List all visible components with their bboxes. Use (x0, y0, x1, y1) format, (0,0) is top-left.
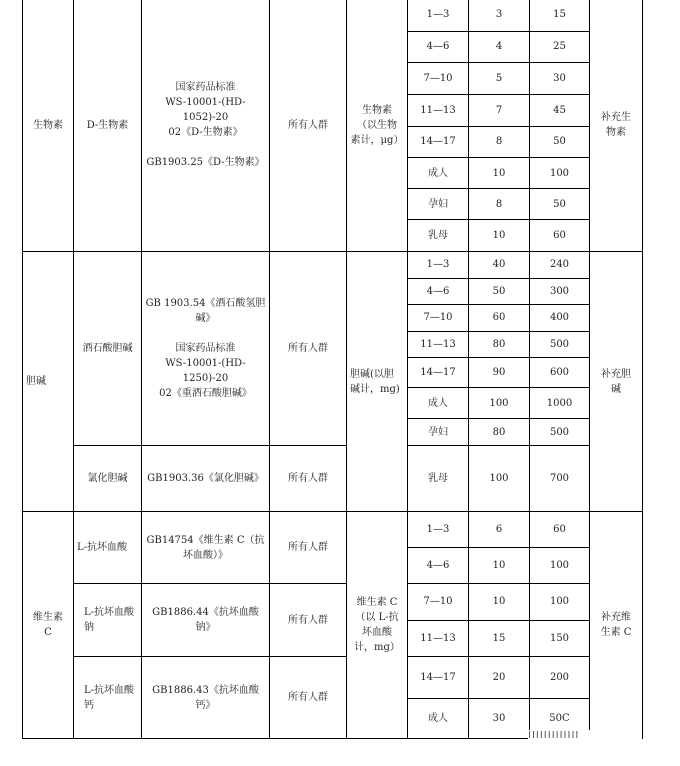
max-cell: 400 (530, 305, 590, 332)
age-cell: 4—6 (408, 278, 469, 305)
nutrient-name-cell: 维生素 C (23, 512, 74, 739)
unit-cell: 维生素 C （以 L-抗 坏血酸 计，mg） (347, 512, 408, 739)
min-cell: 50 (469, 278, 530, 305)
age-cell: 乳母 (408, 446, 469, 512)
watermark-overlay: IIIIIIIIIIIII (528, 730, 642, 746)
standard-cell: GB1903.36《氯化胆碱》 (142, 446, 270, 512)
min-cell: 8 (469, 188, 530, 220)
nutrient-name-cell: 生物素 (23, 0, 74, 252)
min-cell: 10 (469, 548, 530, 584)
population-cell: 所有人群 (270, 446, 347, 512)
max-cell: 30 (530, 63, 590, 95)
compound-name-cell: D-生物素 (74, 0, 142, 252)
max-cell: 1000 (530, 387, 590, 419)
population-cell: 所有人群 (270, 657, 347, 739)
compound-name-cell: 氯化胆碱 (74, 446, 142, 512)
max-cell: 100 (530, 158, 590, 189)
min-cell: 40 (469, 252, 530, 279)
table-row (23, 0, 643, 31)
table-row (23, 512, 643, 548)
max-cell: 300 (530, 278, 590, 305)
min-cell: 8 (469, 126, 530, 158)
population-cell: 所有人群 (270, 512, 347, 583)
max-cell: 45 (530, 94, 590, 126)
purpose-cell: 补充生 物素 (590, 0, 643, 252)
compound-name-cell: L-抗坏血酸 钙 (74, 657, 142, 739)
max-cell: 500 (530, 331, 590, 358)
compound-name-cell: L-抗坏血酸 钠 (74, 583, 142, 656)
min-cell: 4 (469, 31, 530, 63)
age-cell: 11—13 (408, 620, 469, 657)
age-cell: 14—17 (408, 657, 469, 699)
max-cell: 600 (530, 358, 590, 388)
purpose-cell: 补充胆 碱 (590, 252, 643, 512)
min-cell: 100 (469, 446, 530, 512)
age-cell: 14—17 (408, 126, 469, 158)
purpose-cell: 补充维 生素 C (590, 512, 643, 739)
age-cell: 11—13 (408, 94, 469, 126)
age-cell: 乳母 (408, 220, 469, 252)
max-cell: 100 (530, 583, 590, 620)
min-cell: 7 (469, 94, 530, 126)
max-cell: 50C (530, 699, 590, 739)
table-row (23, 446, 643, 512)
unit-cell: 胆碱(以胆 碱计，mg) (347, 252, 408, 512)
table-row (23, 252, 643, 279)
max-cell: 60 (530, 512, 590, 548)
age-cell: 11—13 (408, 331, 469, 358)
standard-cell: GB14754《维生素 C（抗 坏血酸）》 (142, 512, 270, 583)
table-row (23, 657, 643, 699)
standard-cell: GB 1903.54《酒石酸氢胆 碱》 国家药品标准 WS-10001-(HD-1250)-20 02《重酒石酸胆碱》 (142, 252, 270, 446)
min-cell: 100 (469, 387, 530, 419)
max-cell: 240 (530, 252, 590, 279)
compound-name-cell: 酒石酸胆碱 (74, 252, 142, 446)
min-cell: 6 (469, 512, 530, 548)
max-cell: 150 (530, 620, 590, 657)
age-cell: 7—10 (408, 583, 469, 620)
max-cell: 200 (530, 657, 590, 699)
unit-cell: 生物素 （以生物 素计，μg） (347, 0, 408, 252)
min-cell: 30 (469, 699, 530, 739)
min-cell: 20 (469, 657, 530, 699)
age-cell: 4—6 (408, 548, 469, 584)
population-cell: 所有人群 (270, 583, 347, 656)
max-cell: 25 (530, 31, 590, 63)
age-cell: 孕妇 (408, 188, 469, 220)
min-cell: 10 (469, 220, 530, 252)
min-cell: 15 (469, 620, 530, 657)
max-cell: 500 (530, 419, 590, 446)
min-cell: 80 (469, 419, 530, 446)
min-cell: 60 (469, 305, 530, 332)
min-cell: 3 (469, 0, 530, 31)
population-cell: 所有人群 (270, 0, 347, 252)
standard-cell: GB1886.44《抗坏血酸钠》 (142, 583, 270, 656)
age-cell: 4—6 (408, 31, 469, 63)
compound-name-cell: L-抗坏血酸 (74, 512, 142, 583)
standard-cell: GB1886.43《抗坏血酸钙》 (142, 657, 270, 739)
age-cell: 孕妇 (408, 419, 469, 446)
max-cell: 60 (530, 220, 590, 252)
max-cell: 15 (530, 0, 590, 31)
table-row (23, 583, 643, 620)
max-cell: 100 (530, 548, 590, 584)
min-cell: 10 (469, 158, 530, 189)
max-cell: 700 (530, 446, 590, 512)
age-cell: 成人 (408, 158, 469, 189)
nutrient-name-cell: 胆碱 (23, 252, 74, 512)
max-cell: 50 (530, 126, 590, 158)
age-cell: 成人 (408, 699, 469, 739)
age-cell: 1—3 (408, 512, 469, 548)
min-cell: 10 (469, 583, 530, 620)
min-cell: 80 (469, 331, 530, 358)
max-cell: 50 (530, 188, 590, 220)
population-cell: 所有人群 (270, 252, 347, 446)
age-cell: 1—3 (408, 0, 469, 31)
age-cell: 7—10 (408, 305, 469, 332)
min-cell: 5 (469, 63, 530, 95)
age-cell: 成人 (408, 387, 469, 419)
age-cell: 7—10 (408, 63, 469, 95)
nutrient-table (22, 0, 643, 739)
standard-cell: 国家药品标准 WS-10001-(HD-1052)-20 02《D-生物素》 GB1903.25《D-生物素》 (142, 0, 270, 252)
age-cell: 1—3 (408, 252, 469, 279)
age-cell: 14—17 (408, 358, 469, 388)
min-cell: 90 (469, 358, 530, 388)
